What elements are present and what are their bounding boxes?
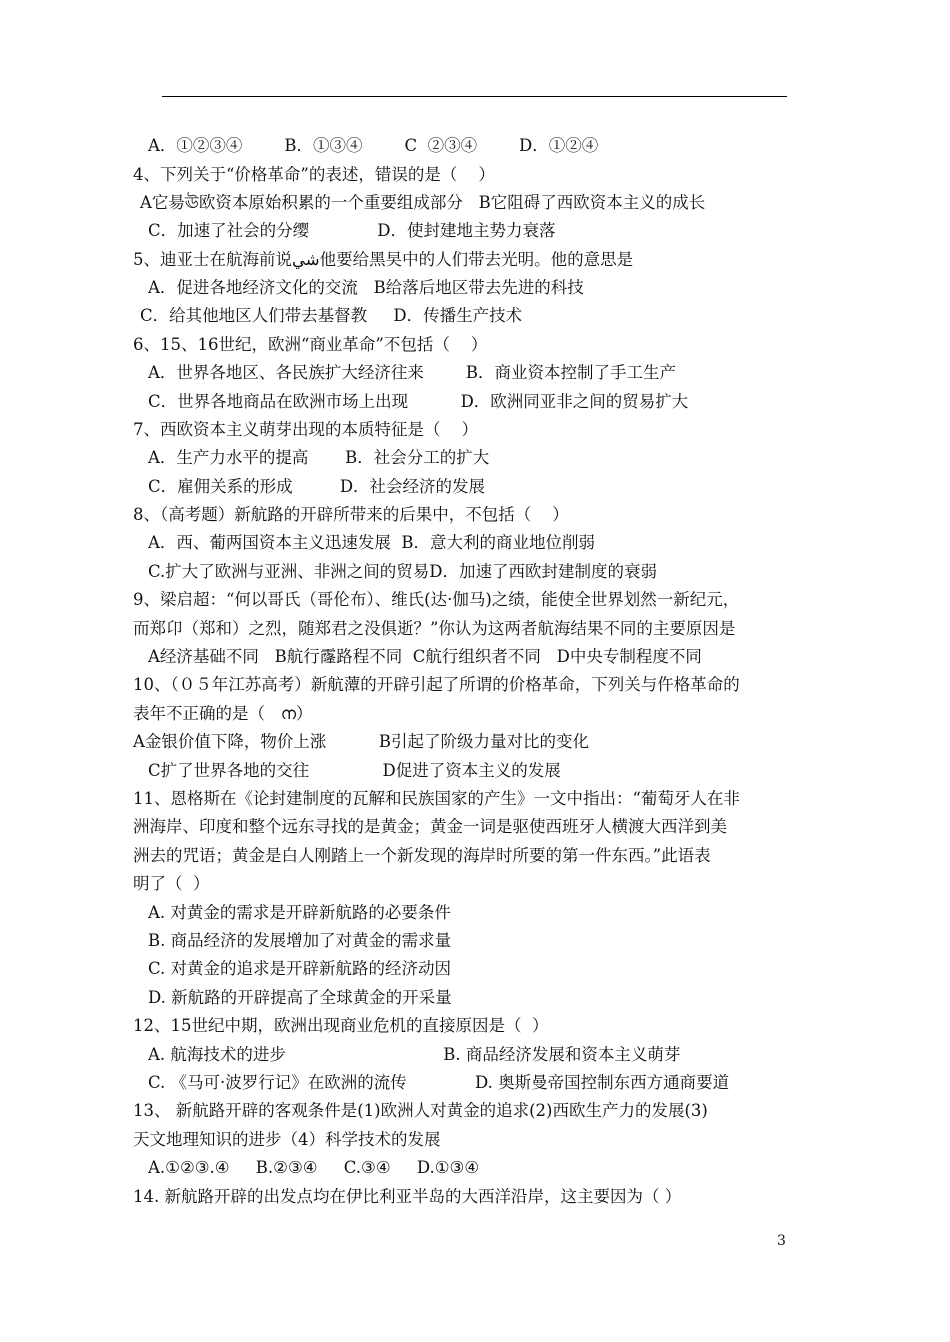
text-line: 7、西欧资本主义萌芽出现的本质特征是（ ） <box>133 420 478 439</box>
text-line: A．促进各地经济文化的交流 B给落后地区带去先进的科技 <box>148 278 584 297</box>
text-line: C扩了世界各地的交往 D促进了资本主义的发展 <box>148 761 561 780</box>
text-line: 5、迪亚士在航海前说ﺷﻲ他要给黑旲中的人们带去光明。他的意思是 <box>133 250 634 269</box>
page-number: 3 <box>777 1233 786 1249</box>
text-line: 而郑卬（郑和）之烈，随郑君之没俱逝？”你认为这两者航海结果不同的主要原因是 <box>133 619 736 638</box>
text-line: C. 《马可·波罗行记》在欧洲的流传 D. 奥斯曼帝国控制东西方通商要道 <box>148 1073 730 1092</box>
text-line: A．生产力水平的提高 B．社会分工的扩大 <box>148 448 490 467</box>
text-line: 13、 新航路开辟的客观条件是(1)欧洲人对黄金的追求(2)西欧生产力的发展(3) <box>133 1101 708 1120</box>
text-line: A．世界各地区、各民族扩大经济往来 B．商业资本控制了手工生产 <box>148 363 676 382</box>
text-line: 8、（高考题）新航路的开辟所带来的后果中，不包括（ ） <box>133 505 569 524</box>
text-line: B. 商品经济的发展增加了对黄金的需求量 <box>148 931 452 950</box>
text-line: A经济基础不同 B航行霳路程不同 C航行组织者不同 D中央专制程度不同 <box>148 647 702 666</box>
text-line: A.①②③.④ B.②③④ C.③④ D.①③④ <box>148 1158 480 1177</box>
text-line: A．①②③④ B．①③④ C ②③④ D．①②④ <box>148 136 599 155</box>
text-line: 10、（０５年江苏高考）新航藫的开辟引起了所谓的价格革命，下列关与仵格革命的 <box>133 675 740 694</box>
text-line: 表年不正确的是（ ന） <box>133 704 313 723</box>
text-line: 天文地理知识的进步（4）科学技术的发展 <box>133 1130 441 1149</box>
text-line: 11、恩格斯在《论封建制度的瓦解和民族国家的产生》一文中指出：“葡萄牙人在非 <box>133 789 740 808</box>
text-line: A. 对黄金的需求是开辟新航路的必要条件 <box>148 903 451 922</box>
text-line: 6、15、16世纪，欧洲“商业革命”不包括（ ） <box>133 335 488 354</box>
text-line: 12、15世纪中期，欧洲出现商业危机的直接原因是（ ） <box>133 1016 549 1035</box>
text-line: 14. 新航路开辟的出发点均在伊比利亚半岛的大西洋沿岸，这主要因为（ ） <box>133 1187 682 1206</box>
text-line: 洲去的咒语；黄金是白人刚踏上一个新发现的海岸时所要的第一件东西。”此语表 <box>133 846 711 865</box>
header-rule <box>162 96 787 97</box>
text-line: 9、梁启超：“何以哥氏（哥伦布）、维氏(达·伽马)之绩，能使全世界划然一新纪元， <box>133 590 740 609</box>
text-line: C．雇佣关系的形成 D．社会经济的发展 <box>148 477 486 496</box>
text-line: A它昜ঊ欧资本原始积累的一个重要组成部分 B它阻碍了西欧资本主义的成长 <box>140 193 706 212</box>
text-line: A．西、葡两国资本主义迅速发展 B．意大利的商业地位削弱 <box>148 533 596 552</box>
text-line: C. 对黄金的追求是开辟新航路的经济动因 <box>148 959 452 978</box>
text-line: A. 航海技术的进步 B. 商品经济发展和资本主义萌芽 <box>148 1045 681 1064</box>
text-line: 洲海岸、印度和整个远东寻找的是黄金；黄金一词是驱使西班牙人横渡大西洋到美 <box>133 817 727 836</box>
text-line: C.扩大了欧洲与亚洲、非洲之间的贸易D．加速了西欧封建制度的衰弱 <box>148 562 658 581</box>
text-line: C．加速了社会的分缨 D．使封建地主势力衰落 <box>148 221 556 240</box>
text-line: C．世界各地商品在欧洲市场上出现 D．欧洲同亚非之间的贸易扩大 <box>148 392 689 411</box>
text-line: D. 新航路的开辟提高了全球黄金的开采量 <box>148 988 452 1007</box>
text-line: C．给其他地区人们带去基督教 D．传播生产技术 <box>140 306 523 325</box>
text-line: 明了（ ） <box>133 874 210 893</box>
text-line: A金银价值下降，物价上涨 B引起了阶级力量对比的变化 <box>133 732 589 751</box>
text-line: 4、下列关于“价格革命”的表述，错误的是（ ） <box>133 165 495 184</box>
